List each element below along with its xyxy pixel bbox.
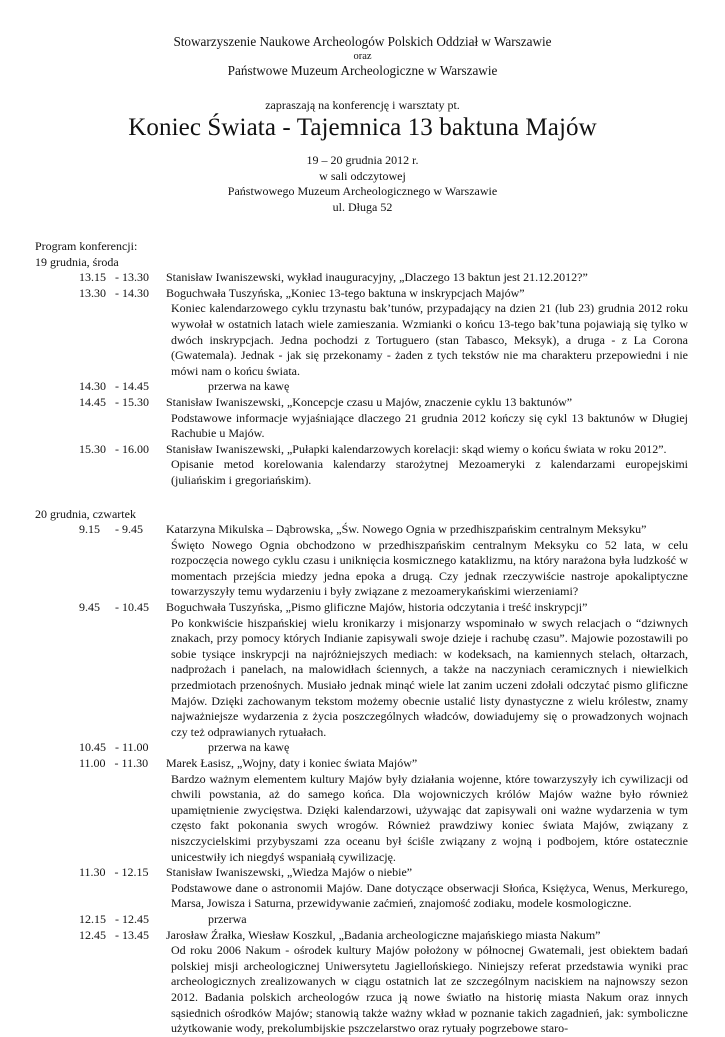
- conjunction: oraz: [353, 50, 372, 62]
- entry-time: 10.45 - 11.00: [79, 740, 149, 755]
- entry-title: Marek Łasisz, „Wojny, daty i koniec świata Majów”: [166, 756, 418, 770]
- day-label: 20 grudnia, czwartek: [35, 506, 136, 521]
- entry-time: 12.45 - 13.45: [79, 927, 149, 942]
- schedule-entry: [0, 740, 725, 756]
- entry-title: Katarzyna Mikulska – Dąbrowska, „Św. Nowego Ognia w przedhiszpańskim centralnym Meksyku”: [166, 522, 647, 537]
- page-title: Koniec Świata - Tajemnica 13 baktuna Majów: [128, 114, 597, 141]
- entry-time: 13.15 - 13.30: [79, 270, 149, 285]
- schedule-entry: [0, 442, 725, 489]
- venue-name: Państwowego Muzeum Archeologicznego w Warszawie: [227, 184, 498, 199]
- schedule-entry: [0, 928, 725, 1037]
- program: [0, 239, 725, 1037]
- entry-description: Koniec kalendarzowego cyklu trzynastu bak’tunów, przypadający na dzien 21 (lub 23) grudnia 2012 roku wywołał w ostatnich latach wiele zamieszania. Wzmianki o końcu 13-tego bak’tuna pojawiają się tylko w dwóch inskrypcjach. Jedna pochodzi z Tortuguero (stan Tabasco, Meksyk), a druga - z La Corona (Gwatemala). Jednak - jak się przekonamy - żaden z tych tekstów nie ma charakteru przepowiedni i nie mówi nam o końcu świata.: [171, 301, 688, 378]
- organizer-1: Stowarzyszenie Naukowe Archeologów Polskich Oddział w Warszawie: [173, 34, 552, 49]
- schedule-entry: [0, 756, 725, 865]
- schedule-entry: [0, 286, 725, 380]
- entry-description: Od roku 2006 Nakum - ośrodek kultury Majów położony w północnej Gwatemali, jest obiektem badań polskiej misji archeologicznej Uniwersytetu Jagiellońskiego. Niniejszy referat przedstawia wyniki prac archeologicznych zrealizowanych w ciągu ostatnich lat ze szczególnym naciskiem na najnowszy sezon 2012. Badania polskich archeologów rzuca ją nowe światło na historię miasta Nakum oraz innych sąsiednich ośrodków Majów; stanowią także ważny wkład w poznanie takich zagadnień, jak: symboliczne użytkowanie wody, prekolumbijskie pszczelarstwo oraz rytuały pogrzebowe staro-: [171, 943, 688, 1036]
- entry-time: 15.30 - 16.00: [79, 441, 149, 456]
- program-label: Program konferencji:: [35, 239, 138, 253]
- entry-time: 14.30 - 14.45: [79, 379, 149, 394]
- entry-description: Opisanie metod korelowania kalendarzy starożytnej Mezoameryki z kalendarzami europejskimi (juliańskim i gregoriańskim).: [171, 457, 688, 487]
- entry-title: Boguchwała Tuszyńska, „Koniec 13-tego baktuna w inskrypcjach Majów”: [166, 285, 525, 300]
- break: przerwa: [208, 911, 247, 926]
- coffee-break: przerwa na kawę: [208, 740, 290, 755]
- day-section-2: [0, 507, 725, 1037]
- entry-time: 14.45 - 15.30: [79, 394, 149, 409]
- entry-title: Stanisław Iwaniszewski, wykład inauguracyjny, „Dlaczego 13 baktun jest 21.12.2012?”: [166, 270, 588, 285]
- entry-time: 11.30 - 12.15: [79, 865, 149, 880]
- event-date: 19 – 20 grudnia 2012 r.: [306, 153, 419, 167]
- entry-time: 9.15 - 9.45: [79, 522, 143, 537]
- schedule-entry: [0, 600, 725, 740]
- schedule-entry: [0, 395, 725, 442]
- schedule-entry: [0, 270, 725, 286]
- entry-time: 12.15 - 12.45: [79, 911, 149, 926]
- invitation-line: zapraszają na konferencję i warsztaty pt.: [265, 98, 460, 112]
- day-label: 19 grudnia, środa: [35, 254, 119, 269]
- entry-title: Stanisław Iwaniszewski, „Wiedza Majów o niebie”: [166, 865, 413, 880]
- schedule-entry: [0, 865, 725, 912]
- entry-description: Podstawowe dane o astronomii Majów. Dane dotyczące obserwacji Słońca, Księżyca, Wenus, Merkurego, Marsa, Jowisza i Saturna, przewidywanie zaćmień, znajomość zodiaku, modele kosmologiczne.: [171, 880, 688, 911]
- entry-description: Po konkwiście hiszpańskiej wielu kronikarzy i misjonarzy wspominało w swych relacjach o “dziwnych znakach, przy pomocy których Indianie zapisywali swoje dzieje i rachubę czasu”. Majowie pozostawili po sobie tysiące inskrypcji na najróżniejszych mediach: w kodeksach, na kamiennych stelach, ołtarzach, nadprożach i panelach, na malowidłach ściennych, a także na naczyniach ceramicznych i niewielkich przedmiotach przenośnych. Musiało jednak minąć wiele lat zanim uczeni zdołali odczytać pismo glificzne Majów. Dzięki zachowanym tekstom możemy obecnie ustalić listy dynastyczne z wielu królestw, znamy najważniejsze wydarzenia z życia poszczególnych władców, dowiadujemy się o prowadzonych wojnach czy też odprawianych rytuałach.: [171, 615, 688, 739]
- day-section-1: [0, 255, 725, 489]
- coffee-break: przerwa na kawę: [208, 379, 290, 394]
- entry-description: Święto Nowego Ognia obchodzono w przedhiszpańskim centralnym Meksyku co 52 lata, w celu rozpoczęcia nowego cyklu czasu i uniknięcia kosmicznego kataklizmu, na który narażona była ludzkość w momentach przejścia miedzy jedna epoka a drugą. Czy jednak rzeczywiście nastroje apokaliptyczne towarzyszyły temu wydarzeniu i były związane z mezoamerykańskimi wierzeniami?: [171, 537, 688, 599]
- organizer-2: Państwowe Muzeum Archeologiczne w Warszawie: [227, 62, 498, 78]
- entry-title: Stanisław Iwaniszewski, „Pułapki kalendarzowych korelacji: skąd wiemy o końcu świata w roku 2012”.: [166, 441, 667, 456]
- entry-description: Bardzo ważnym elementem kultury Majów były działania wojenne, które towarzyszyły ich cywilizacji od chwili powstania, aż do samego końca. Dla wojowniczych królów Majów ważne było również upamiętnienie zwycięstwa. Dzięki kalendarzowi, używając dat zapisywali oni ważne wydarzenia w tym często fakt pokonania swych wrogów. Również prawdziwy koniec świata Majów, związany z niszczycielskimi przybyszami zza oceanu był ściśle związany z wojną i podbojem, które ostatecznie unicestwiły ich niegdyś wspaniałą cywilizację.: [171, 771, 688, 864]
- entry-title: Stanisław Iwaniszewski, „Koncepcje czasu u Majów, znaczenie cyklu 13 baktunów”: [166, 394, 573, 409]
- entry-description: Podstawowe informacje wyjaśniające dlaczego 21 grudnia 2012 kończy się cykl 13 baktunów w Długiej Rachubie u Majów.: [171, 410, 688, 441]
- schedule-entry: [0, 379, 725, 395]
- venue-address: ul. Długa 52: [332, 199, 393, 214]
- venue-room: w sali odczytowej: [319, 168, 406, 183]
- schedule-entry: [0, 522, 725, 600]
- entry-title: Boguchwała Tuszyńska, „Pismo glificzne Majów, historia odczytania i treść inskrypcji”: [166, 600, 588, 615]
- organizers: [0, 34, 725, 79]
- entry-title: Jarosław Źrałka, Wiesław Koszkul, „Badania archeologiczne majańskiego miasta Nakum”: [166, 927, 601, 942]
- entry-time: 11.00 - 11.30: [79, 756, 149, 770]
- event-details: [0, 153, 725, 215]
- schedule-entry: [0, 912, 725, 928]
- entry-time: 13.30 - 14.30: [79, 285, 149, 300]
- entry-time: 9.45 - 10.45: [79, 600, 149, 615]
